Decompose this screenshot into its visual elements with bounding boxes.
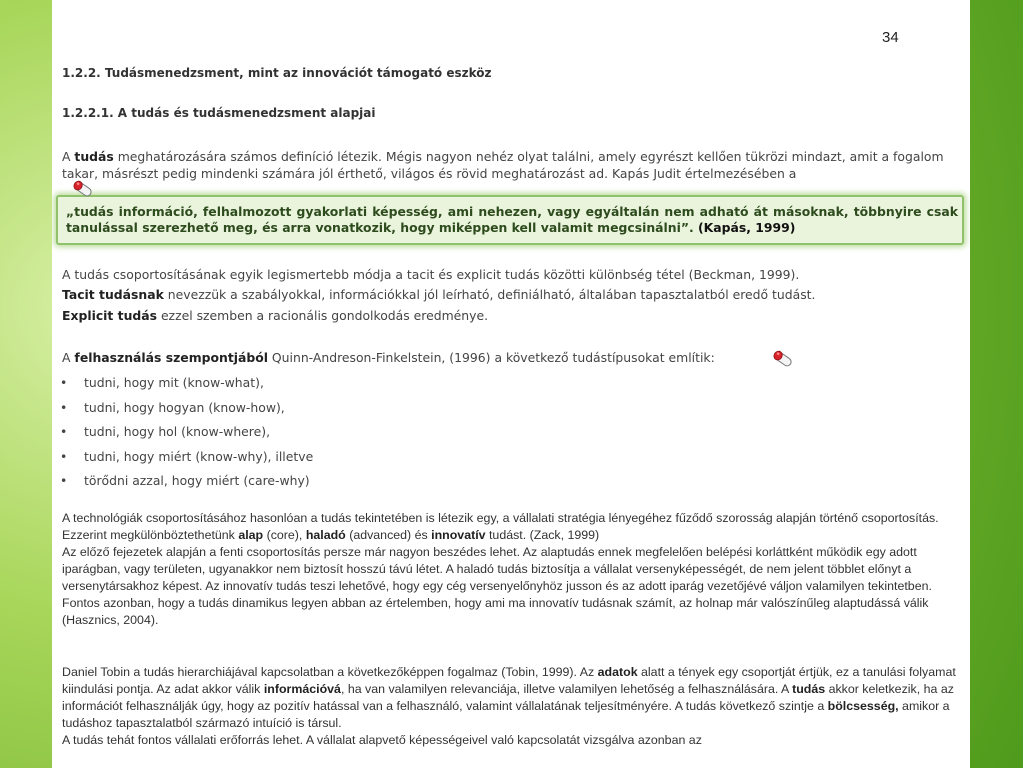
list-item	[60, 375, 940, 400]
list-item-text: törődni azzal, hogy miért (care-why)	[84, 473, 310, 488]
quote-source: (Kapás, 1999)	[693, 220, 796, 235]
bullet-icon: •	[60, 448, 68, 464]
body1-text: (advanced) és	[345, 528, 432, 542]
body2-text: amikor a tudáshoz tapasztalatból származó intuíció is társul.	[62, 699, 950, 730]
explicit-definition: ezzel szemben a racionális gondolkodás eredménye.	[157, 308, 489, 323]
body2-text: A tudás tehát fontos vállalati erőforrás lehet. A vállalat alapvető képességeivel való kapcsolatát vizsgálva azonban az	[62, 733, 702, 747]
tacit-paragraph	[62, 286, 962, 303]
tobin-hierarchy-paragraph	[62, 664, 962, 749]
bullet-icon: •	[60, 424, 68, 439]
usage-paragraph	[62, 349, 962, 366]
body1-text: A technológiák csoportosításához hasonlóan a tudás tekintetében is létezik egy, a vállalati stratégia lényegéhez fűződő szorosság alapján történő csoportosítás. Ezzerint megkülönböztethetünk	[62, 511, 939, 542]
push-pin-icon[interactable]	[70, 178, 96, 200]
explicit-paragraph	[62, 307, 962, 324]
classification-paragraph: A tudás csoportosításának egyik legismertebb módja a tacit és explicit tudás közötti különbség tétel (Beckman, 1999).	[62, 267, 800, 282]
page-number: 34	[882, 29, 899, 46]
section-heading: 1.2.2. Tudásmenedzsment, mint az innovációt támogató eszköz	[62, 66, 492, 80]
definition-quote	[66, 204, 958, 236]
list-item	[60, 449, 940, 474]
usage-rest: Quinn-Andreson-Finkelstein, (1996) a következő tudástípusokat említik:	[267, 350, 715, 365]
body2-text: , ha van valamilyen relevanciája, illetve valamilyen lehetőség a felhasználására. A	[340, 682, 793, 696]
body2-text: akkor keletkezik, ha az információt felhasználják úgy, hogy az pozitív hatással van a felhasználó, valamint vállalatának teljesítményére. A tudás következő szintje a	[62, 682, 954, 713]
usage-pre: A	[62, 350, 75, 365]
term-knowledge: tudás	[792, 682, 826, 696]
bullet-icon: •	[60, 375, 68, 390]
term-data: adatok	[597, 665, 638, 679]
term-core: alap	[238, 528, 264, 542]
body2-text: alatt a tények egy csoportját értjük, ez a tanulási folyamat kiindulási pontja. Az adat akkor válik	[62, 665, 956, 696]
list-item	[60, 424, 940, 449]
body1-text: (core),	[263, 528, 306, 542]
list-item-text: tudni, hogy miért (know-why), illetve	[84, 448, 314, 464]
list-item	[60, 473, 940, 498]
intro-rest: meghatározására számos definíció létezik. Mégis nagyon nehéz olyat találni, amely egyrészt kellően tükrözi mindazt, amit a fogalom takar, másrészt pedig mindenki számára jól érthető, világos és rövid meghatározást ad. Kapás Judit értelmezésében a	[62, 149, 944, 181]
term-innovative: innovatív	[431, 528, 486, 542]
slide-page	[52, 0, 970, 768]
intro-pre: A	[62, 149, 75, 164]
list-item	[60, 400, 940, 425]
quote-text: „tudás információ, felhalmozott gyakorlati képesség, ami nehezen, vagy egyáltalán nem adható át másoknak, többnyire csak tanulással szerezhető meg, és arra vonatkozik, hogy miképpen kell valamit megcsinálni”.	[66, 204, 958, 235]
body2-text: Daniel Tobin a tudás hierarchiájával kapcsolatban a következőképpen fogalmaz (Tobin, 1999). Az	[62, 665, 598, 679]
body1-text: tudást. (Zack, 1999)	[485, 528, 600, 542]
list-item-text: tudni, hogy hogyan (know-how),	[84, 399, 285, 415]
bullet-icon: •	[60, 399, 68, 415]
body1-text: Az előző fejezetek alapján a fenti csoportosítás persze már nagyon beszédes lehet. Az alaptudás ennek megfelelően belépési korláttként működik egy adott iparágban, vagy területen, ugyanakkor nem biztosít hosszú távú létet. A haladó tudás biztosítja a vállalat versenyképességét, de nem jelent többlet előnyt a versenytársakhoz képest. Az innovatív tudás teszi lehetővé, hogy egy cég versenyelőnyhöz jusson és az adott iparág vezetőjévé váljon valamilyen tekintetben. Fontos azonban, hogy a tudás dinamikus legyen abban az értelemben, hogy ami ma innovatív tudásnak számít, az holnap már valószínűleg alaptudássá válik (Hasznics, 2004).	[62, 545, 932, 627]
intro-paragraph	[62, 148, 962, 182]
term-advanced: haladó	[305, 528, 346, 542]
list-item-text: tudni, hogy mit (know-what),	[84, 375, 264, 390]
list-item-text: tudni, hogy hol (know-where),	[84, 424, 271, 439]
term-information: információvá	[263, 682, 341, 696]
tacit-term: Tacit tudásnak	[62, 287, 164, 302]
subsection-heading: 1.2.2.1. A tudás és tudásmenedzsment alapjai	[62, 106, 376, 120]
definition-quote-box	[56, 195, 964, 245]
usage-term: felhasználás szempontjából	[74, 350, 268, 365]
knowledge-type-list	[60, 375, 940, 498]
intro-keyword: tudás	[74, 149, 114, 164]
term-wisdom: bölcsesség,	[827, 699, 899, 713]
push-pin-icon[interactable]	[770, 348, 796, 370]
technology-grouping-paragraph	[62, 510, 962, 629]
tacit-definition: nevezzük a szabályokkal, információkkal jól leírható, definiálható, általában tapasztalatból eredő tudást.	[163, 287, 816, 302]
explicit-term: Explicit tudás	[62, 308, 157, 323]
bullet-icon: •	[60, 473, 68, 488]
